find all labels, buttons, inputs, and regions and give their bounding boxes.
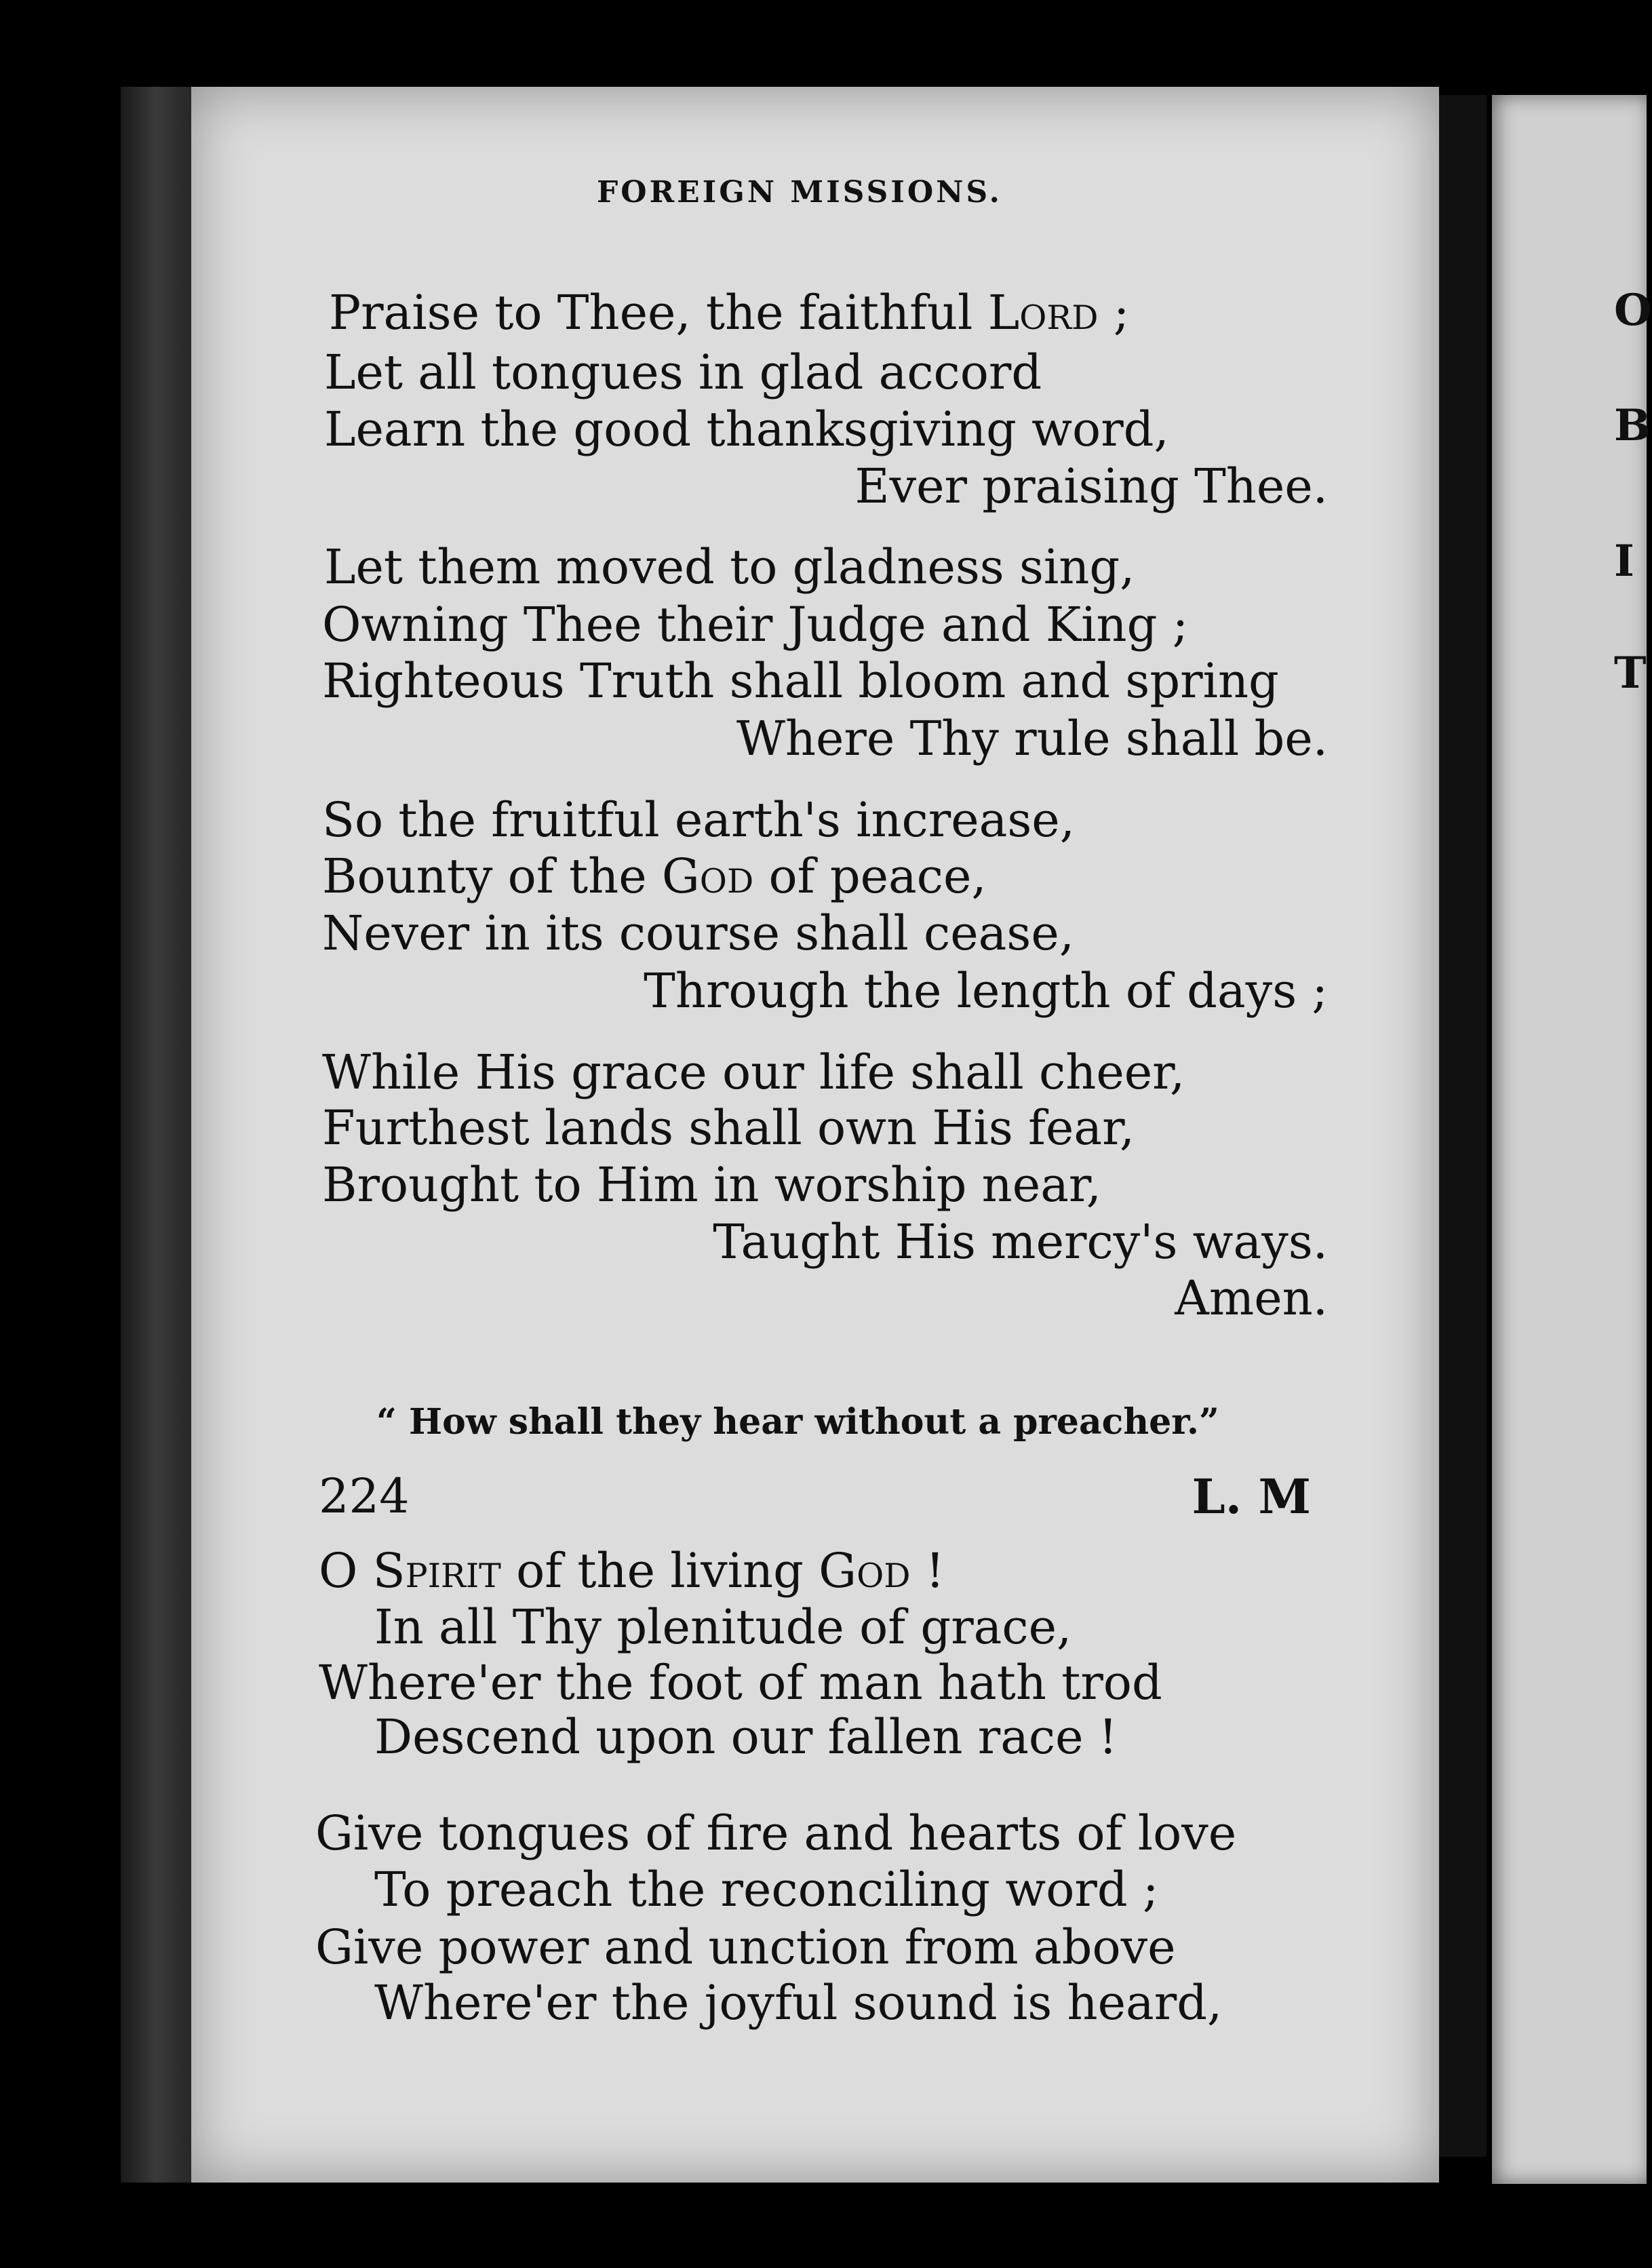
verse-line: Where'er the foot of man hath trod (319, 1655, 1162, 1710)
verse-line: Descend upon our fallen race ! (374, 1709, 1118, 1765)
verse-line: Never in its course shall cease, (322, 905, 1074, 961)
epigraph: “ How shall they hear without a preacher.” (376, 1401, 1219, 1443)
verse-line: Let all tongues in glad accord (324, 345, 1042, 400)
verse-line: Learn the good thanksgiving word, (324, 402, 1169, 457)
adjacent-page-letter: B (1614, 400, 1651, 451)
verse-line: Furthest lands shall own His fear, (322, 1100, 1135, 1156)
verse-line: Praise to Thee, the faithful Lord ; (329, 285, 1130, 340)
verse-line: Where Thy rule shall be. (736, 711, 1328, 766)
verse-line: Let them moved to gladness sing, (324, 539, 1135, 595)
adjacent-page-letter: I (1614, 536, 1634, 587)
verse-line: Ever praising Thee. (854, 458, 1328, 514)
verse-line: In all Thy plenitude of grace, (374, 1599, 1072, 1655)
verse-line: Where'er the joyful sound is heard, (374, 1975, 1223, 2031)
page-gutter (1439, 95, 1487, 2157)
verse-line: Through the length of days ; (644, 963, 1328, 1019)
verse-line: O Spirit of the living God ! (319, 1543, 945, 1599)
verse-line: Taught His mercy's ways. (713, 1214, 1328, 1270)
verse-line: Righteous Truth shall bloom and spring (322, 653, 1279, 709)
verse-line: Give power and unction from above (315, 1919, 1176, 1975)
verse-line: Owning Thee their Judge and King ; (322, 597, 1189, 652)
amen: Amen. (1175, 1270, 1328, 1326)
verse-line: To preach the reconciling word ; (374, 1862, 1159, 1917)
verse-line: Bounty of the God of peace, (322, 848, 987, 904)
adjacent-page-letter: O (1614, 285, 1652, 336)
verse-line: While His grace our life shall cheer, (322, 1044, 1185, 1100)
hymn-meter: L. M (1192, 1468, 1311, 1525)
adjacent-page-letter: T (1614, 648, 1647, 699)
running-head: FOREIGN MISSIONS. (597, 175, 1002, 210)
hymn-number: 224 (319, 1468, 410, 1524)
verse-line: Brought to Him in worship near, (322, 1157, 1101, 1213)
verse-line: Give tongues of fire and hearts of love (315, 1805, 1237, 1861)
verse-line: So the fruitful earth's increase, (322, 792, 1075, 848)
